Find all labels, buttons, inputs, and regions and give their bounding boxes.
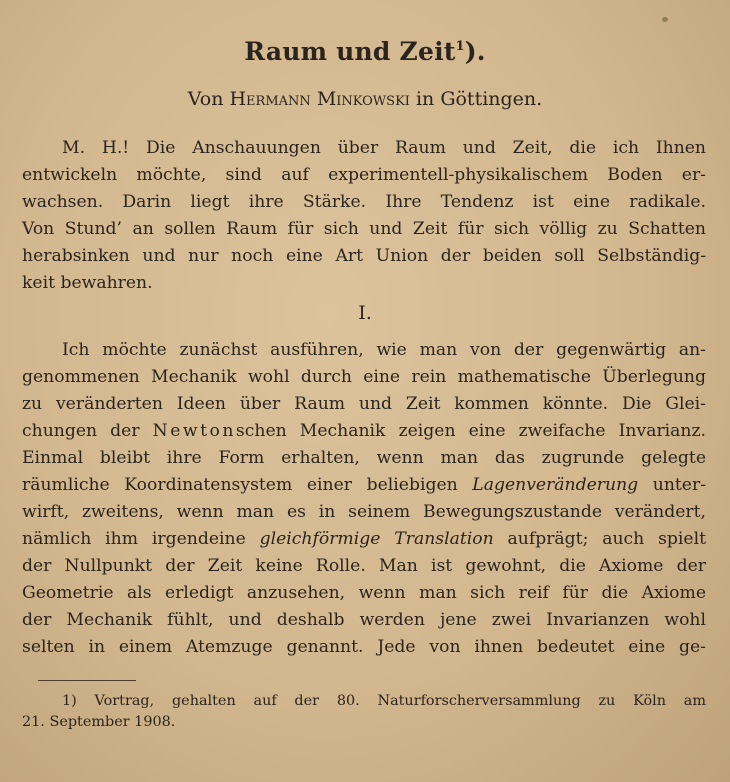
page-title bbox=[0, 31, 730, 68]
body-line: wirft, zweitens, wenn man es in seinem Bewegungszustande verändert, bbox=[22, 502, 706, 522]
lagenveraenderung-italic: Lagenveränderung bbox=[472, 475, 639, 495]
body-line: der Mechanik fühlt, und deshalb werden jene zwei Invarianzen wohl bbox=[22, 610, 706, 630]
intro-line: M. H.! Die Anschauungen über Raum und Zeit, die ich Ihnen bbox=[62, 138, 706, 158]
body-line bbox=[22, 472, 706, 499]
intro-line: wachsen. Darin liegt ihre Stärke. Ihre Tendenz ist eine radikale. bbox=[22, 192, 706, 212]
author-post: in Göttingen. bbox=[409, 88, 543, 110]
intro-line: keit bewahren. bbox=[22, 273, 153, 293]
body-line: der Nullpunkt der Zeit keine Rolle. Man ist gewohnt, die Axiome der bbox=[22, 556, 706, 576]
body-line-4-pre: chungen der bbox=[22, 421, 153, 441]
body-line: Ich möchte zunächst ausführen, wie man von der gegenwärtig an- bbox=[62, 340, 706, 360]
body-line: selten in einem Atemzuge genannt. Jede von ihnen bedeutet eine ge- bbox=[22, 637, 706, 657]
body-line-6-post: unter- bbox=[638, 475, 706, 495]
footnote bbox=[22, 691, 706, 733]
intro-line: herabsinken und nur noch eine Art Union der beiden soll Selbständig- bbox=[22, 246, 706, 266]
newton-name: Newton bbox=[152, 421, 236, 441]
author-name: Hermann Minkowski bbox=[229, 88, 410, 110]
translation-italic: gleichförmige Translation bbox=[259, 529, 494, 549]
section-heading: I. bbox=[358, 302, 372, 324]
body-line bbox=[22, 526, 706, 553]
body-line: Einmal bleibt ihre Form erhalten, wenn man das zugrunde gelegte bbox=[22, 448, 706, 468]
title-footnote-mark: 1 bbox=[455, 39, 465, 54]
body-line-6-pre: räumliche Koordinatensystem einer beliebigen bbox=[22, 475, 473, 495]
footnote-line: 21. September 1908. bbox=[22, 714, 176, 730]
author-pre: Von bbox=[187, 88, 230, 110]
body-line-8-post: aufprägt; auch spielt bbox=[493, 529, 706, 549]
intro-paragraph bbox=[22, 135, 706, 297]
title-text: Raum und Zeit bbox=[244, 37, 456, 66]
body-line-4-post: schen Mechanik zeigen eine zweifache Invarianz. bbox=[235, 421, 707, 441]
body-paragraph bbox=[22, 337, 706, 661]
paper-speck bbox=[662, 17, 668, 22]
intro-line: Von Stund’ an sollen Raum für sich und Zeit für sich völlig zu Schatten bbox=[22, 219, 706, 239]
body-line: zu veränderten Ideen über Raum und Zeit kommen könnte. Die Glei- bbox=[22, 394, 706, 414]
author-line bbox=[0, 86, 730, 112]
body-line bbox=[22, 418, 706, 445]
intro-line: entwickeln möchte, sind auf experimentell-physikalischem Boden er- bbox=[22, 165, 706, 185]
title-close: ). bbox=[464, 37, 486, 66]
body-line-8-pre: nämlich ihm irgendeine bbox=[22, 529, 260, 549]
body-line: genommenen Mechanik wohl durch eine rein mathematische Überlegung bbox=[22, 367, 706, 387]
footnote-line: 1) Vortrag, gehalten auf der 80. Naturforscherversammlung zu Köln am bbox=[62, 693, 706, 709]
footnote-rule bbox=[38, 680, 136, 681]
body-line: Geometrie als erledigt anzusehen, wenn man sich reif für die Axiome bbox=[22, 583, 706, 603]
